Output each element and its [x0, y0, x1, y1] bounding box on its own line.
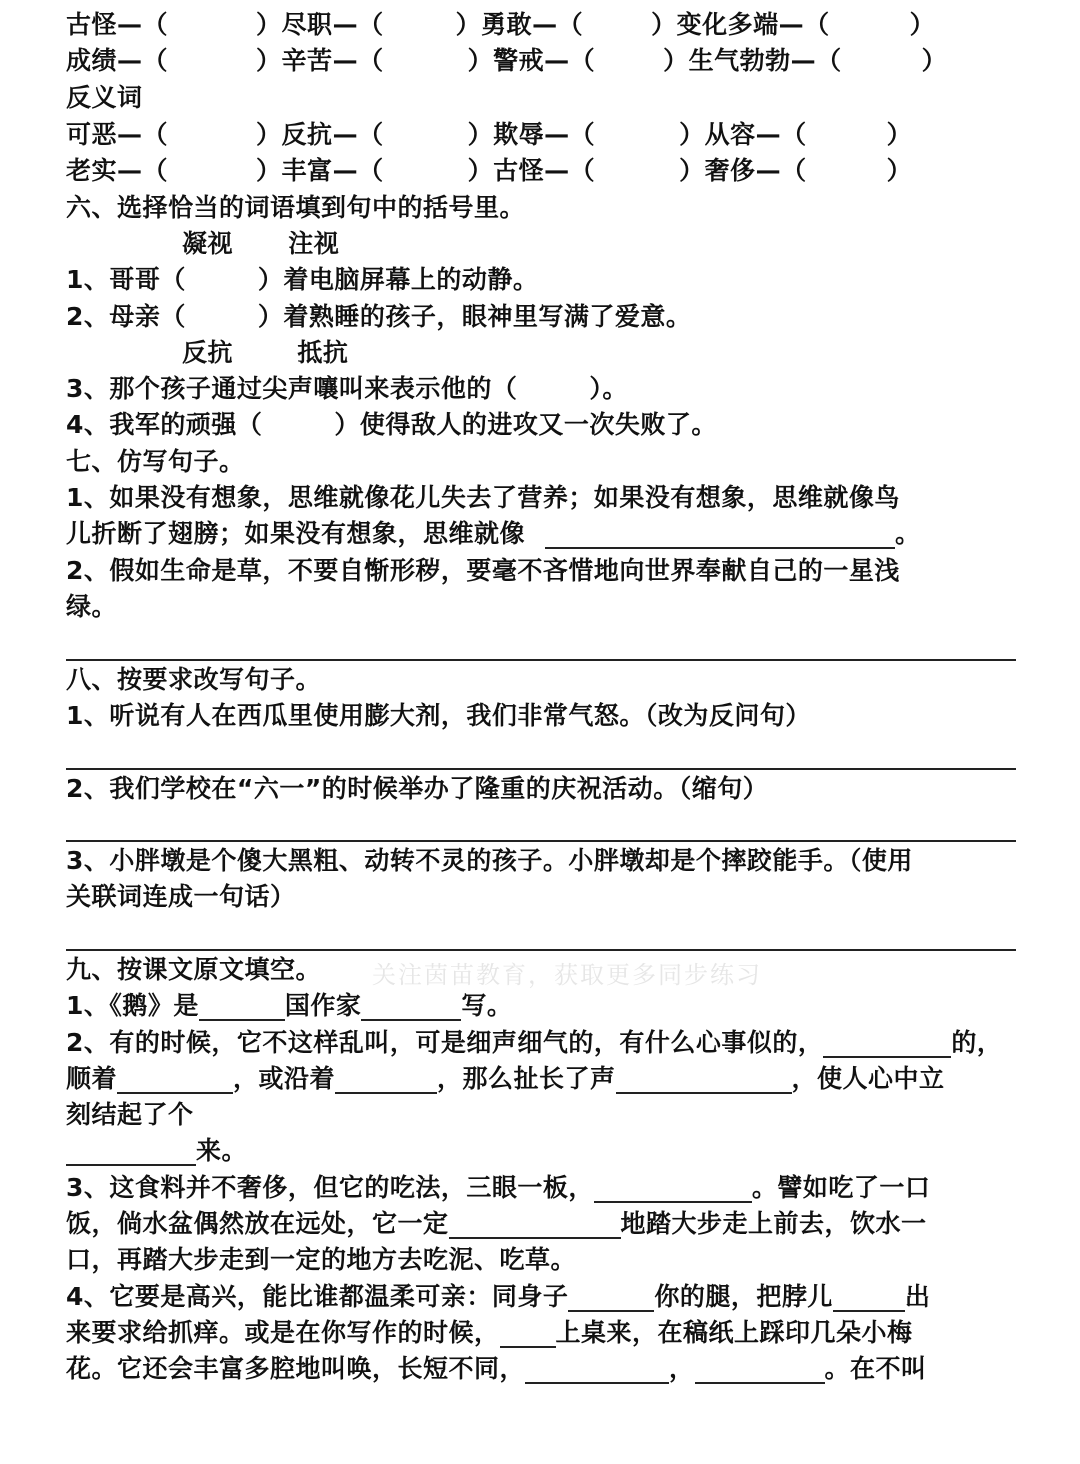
question-8-3-line2: 关联词连成一句话） — [66, 882, 296, 911]
word: 奢侈 — [704, 156, 756, 185]
word-choice-1: 凝视 注视 — [182, 229, 340, 258]
answer-line[interactable] — [66, 840, 1016, 842]
word: 成绩 — [66, 46, 118, 75]
answer-blank[interactable] — [66, 1138, 196, 1166]
answer-line[interactable] — [66, 659, 1016, 661]
answer-blank[interactable] — [616, 1066, 792, 1094]
question-9-2-line1: 2、有的时候，它不这样乱叫，可是细声细气的，有什么心事似的， 的， — [66, 1028, 1003, 1057]
answer-line[interactable] — [66, 768, 1016, 770]
answer-blank[interactable] — [199, 993, 285, 1021]
answer-blank[interactable] — [823, 1030, 951, 1058]
word-choice-2: 反抗 抵抗 — [182, 338, 349, 367]
word: 辛苦 — [281, 46, 333, 75]
word: 变化多端 — [676, 10, 779, 39]
antonyms-title: 反义词 — [66, 83, 143, 112]
word: 古怪 — [493, 156, 545, 185]
question-9-2-line4: 来。 — [66, 1136, 247, 1166]
section-7-title: 七、仿写句子。 — [66, 447, 245, 476]
question-9-4-line1: 4、它要是高兴，能比谁都温柔可亲：同身子 你的腿，把脖儿 出 — [66, 1282, 931, 1311]
question-7-2-line1: 2、假如生命是草，不要自惭形秽，要毫不吝惜地向世界奉献自己的一星浅 — [66, 556, 900, 585]
answer-blank[interactable] — [449, 1211, 621, 1239]
answer-blank[interactable] — [500, 1320, 556, 1348]
question-8-2: 2、我们学校在“六一”的时候举办了隆重的庆祝活动。（缩句） — [66, 774, 769, 803]
word: 警戒 — [493, 46, 545, 75]
answer-blank[interactable] — [833, 1284, 905, 1312]
question-9-4-line2: 来要求给抓痒。或是在你写作的时候， 上桌来，在稿纸上踩印几朵小梅 — [66, 1318, 913, 1347]
question-7-1-line1: 1、如果没有想象，思维就像花儿失去了营养；如果没有想象，思维就像鸟 — [66, 483, 900, 512]
synonym-row-2: 成绩—（ ）辛苦—（ ）警戒—（ ）生气勃勃—（ ） — [66, 46, 948, 75]
antonym-row-2: 老实—（ ）丰富—（ ）古怪—（ ）奢侈—（ ） — [66, 156, 913, 185]
question-8-3-line1: 3、小胖墩是个傻大黑粗、动转不灵的孩子。小胖墩却是个摔跤能手。（使用 — [66, 846, 913, 875]
question-6-4: 4、我军的顽强（ ）使得敌人的进攻又一次失败了。 — [66, 410, 717, 439]
question-7-1-line2: 儿折断了翅膀；如果没有想象，思维就像 。 — [66, 519, 921, 548]
question-8-1: 1、听说有人在西瓜里使用膨大剂，我们非常气怒。（改为反问句） — [66, 701, 811, 730]
word: 尽职 — [281, 10, 333, 39]
question-9-4-line3: 花。它还会丰富多腔地叫唤，长短不同， ， 。在不叫 — [66, 1354, 927, 1383]
synonym-row-1: 古怪—（ ）尽职—（ ）勇敢—（ ）变化多端—（ ） — [66, 10, 936, 39]
question-9-3-line2: 饭，倘水盆偶然放在远处，它一定 地踏大步走上前去，饮水一 — [66, 1209, 927, 1238]
word: 丰富 — [281, 156, 333, 185]
answer-blank[interactable] — [525, 1356, 669, 1384]
answer-blank[interactable] — [568, 1284, 654, 1312]
answer-blank[interactable] — [545, 521, 895, 549]
question-9-1: 1、《鹅》是 国作家 写。 — [66, 991, 513, 1020]
answer-blank[interactable] — [117, 1066, 233, 1094]
answer-blank[interactable] — [594, 1175, 752, 1203]
word: 可恶 — [66, 120, 118, 149]
word: 勇敢 — [481, 10, 533, 39]
watermark: 关注茵苗教育，获取更多同步练习 — [372, 961, 762, 989]
question-9-2-line3: 刻结起了个 — [66, 1100, 194, 1129]
word: 老实 — [66, 156, 118, 185]
answer-line[interactable] — [66, 949, 1016, 951]
question-6-2: 2、母亲（ ）着熟睡的孩子，眼神里写满了爱意。 — [66, 302, 692, 331]
question-9-3-line3: 口，再踏大步走到一定的地方去吃泥、吃草。 — [66, 1245, 577, 1274]
word: 生气勃勃 — [688, 46, 791, 75]
question-9-3-line1: 3、这食料并不奢侈，但它的吃法，三眼一板， 。譬如吃了一口 — [66, 1173, 931, 1202]
question-6-3: 3、那个孩子通过尖声嚷叫来表示他的（ ）。 — [66, 374, 628, 403]
answer-blank[interactable] — [361, 993, 461, 1021]
word: 欺辱 — [493, 120, 545, 149]
question-6-1: 1、哥哥（ ）着电脑屏幕上的动静。 — [66, 265, 539, 294]
answer-blank[interactable] — [335, 1066, 437, 1094]
section-6-title: 六、选择恰当的词语填到句中的括号里。 — [66, 193, 526, 222]
question-9-2-line2: 顺着 ，或沿着 ，那么扯长了声 ，使人心中立 — [66, 1064, 945, 1093]
section-8-title: 八、按要求改写句子。 — [66, 665, 322, 694]
word: 从容 — [704, 120, 756, 149]
answer-blank[interactable] — [695, 1356, 825, 1384]
word: 古怪 — [66, 10, 118, 39]
question-7-2-line2: 绿。 — [66, 592, 118, 621]
antonym-row-1: 可恶—（ ）反抗—（ ）欺辱—（ ）从容—（ ） — [66, 120, 913, 149]
section-9-title: 九、按课文原文填空。 — [66, 955, 322, 984]
word: 反抗 — [281, 120, 333, 149]
